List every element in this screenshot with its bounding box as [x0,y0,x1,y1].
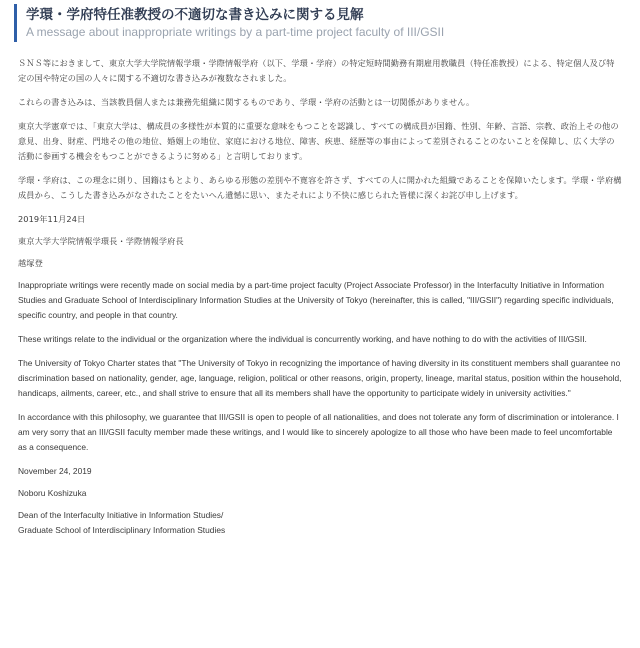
ja-signatory-name: 越塚登 [18,258,43,268]
en-signatory-title-line2: Graduate School of Interdisciplinary Information Studies [18,525,226,535]
ja-paragraph-1: ＳＮＳ等におきまして、東京大学大学院情報学環・学際情報学府（以下、学環・学府）の特定短時間勤務有期雇用教職員（特任准教授）による、特定個人及び特定の国や特定の国の人々に関する不適切な書き込みが複数なされました。 [18,58,615,83]
en-date: November 24, 2019 [18,466,92,476]
ja-paragraph-4: 学環・学府は、この理念に則り、国籍はもとより、あらゆる形態の差別や不寛容を許さず、すべての人に開かれた組織であることを保障いたします。学環・学府構成員から、こうした書き込みがなされたことをたいへん遺憾に思い、またそれにより不快に感じられた皆様に深くお詫び申し上げます。 [18,175,622,200]
ja-paragraph-2: これらの書き込みは、当該教員個人または兼務先組織に関するものであり、学環・学府の活動とは一切関係がありません。 [18,97,475,107]
en-signatory-title-line1: Dean of the Interfaculty Initiative in Information Studies/ [18,510,224,520]
en-paragraph-2: These writings relate to the individual or the organization where the individual is concurrently working, and have nothing to do with the activities of III/GSII. [18,334,587,344]
statement-body [14,56,626,538]
en-paragraph-3: The University of Tokyo Charter states that "The University of Tokyo in recognizing the importance of having diversity in its constituent members shall guarantee no discrimination based on nationality, gender, age, language, religion, political or other reasons, origin, property, lineage, marital status, position within the household, handicaps, ailments, career, etc., and shall strive to ensure that all its members shall have the opportunity to participate widely in university activities." [18,358,622,398]
en-paragraph-4: In accordance with this philosophy, we guarantee that III/GSII is open to people of all nationalities, and does not tolerate any form of discrimination or intolerance. I am very sorry that an III/GSII faculty member made these writings, and I would like to sincerely apologize to all those who have been made to feel uncomfortable as a consequence. [18,412,619,452]
ja-date: 2019年11月24日 [18,214,86,224]
en-signatory-name: Noboru Koshizuka [18,488,87,498]
page-title-en: A message about inappropriate writings by a part-time project faculty of III/GSII [26,25,445,39]
ja-paragraph-3: 東京大学憲章では、「東京大学は、構成員の多様性が本質的に重要な意味をもつことを認識し、すべての構成員が国籍、性別、年齢、言語、宗教、政治上その他の意見、出身、財産、門地その他の地位、婚姻上の地位、家庭における地位、障害、疾患、経歴等の事由によって差別されることのないことを保障し、広く大学の活動に参画する機会をもつことができるように努める」と言明しております。 [18,121,619,161]
en-paragraph-1: Inappropriate writings were recently made on social media by a part-time project faculty (Project Associate Professor) in the Interfaculty Initiative in Information Studies and Graduate School of Interdisciplinary Information Studies at the University of Tokyo (hereinafter, this is called, "III/GSII") regarding specific individuals, specific country, and people in that country. [18,280,614,320]
en-signatory-title [18,508,622,538]
page-title-ja: 学環・学府特任准教授の不適切な書き込みに関する見解 [26,7,364,23]
page-header [14,4,626,42]
ja-signatory-title: 東京大学大学院情報学環長・学際情報学府長 [18,236,184,246]
